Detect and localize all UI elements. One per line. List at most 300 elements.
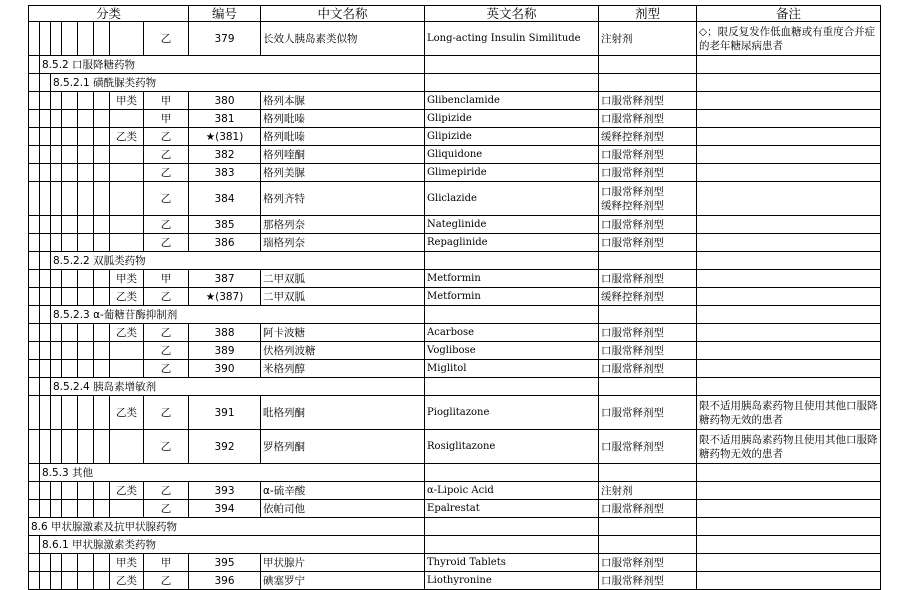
tree-cell [78, 110, 94, 128]
tree-cell [62, 22, 78, 56]
english-name-cell [425, 252, 599, 270]
dosage-form-line: 口服常释剂型 [601, 166, 665, 179]
drug-number: 383 [189, 164, 261, 182]
tree-cell [94, 182, 110, 216]
class-label [110, 430, 144, 464]
tree-cell [29, 324, 40, 342]
tree-cell [29, 164, 40, 182]
tree-cell [62, 482, 78, 500]
dosage-form-cell [599, 536, 697, 554]
tree-cell [29, 500, 40, 518]
tree-cell [62, 182, 78, 216]
tree-cell [40, 74, 51, 92]
tree-cell [29, 74, 40, 92]
tree-cell [29, 234, 40, 252]
drug-number: 390 [189, 360, 261, 378]
tree-cell [51, 342, 62, 360]
tree-cell [62, 288, 78, 306]
tree-cell [40, 324, 51, 342]
chinese-name: 甲状腺片 [261, 554, 425, 572]
class-label: 乙类 [110, 396, 144, 430]
drug-number: 396 [189, 572, 261, 590]
english-name: Acarbose [425, 324, 599, 342]
table-row [29, 146, 881, 164]
tree-cell [40, 252, 51, 270]
note-cell [697, 536, 881, 554]
tree-cell [62, 110, 78, 128]
dosage-form-line: 口服常释剂型 [601, 94, 665, 107]
tree-cell [51, 396, 62, 430]
dosage-form [599, 482, 697, 500]
grade-label: 乙 [144, 342, 189, 360]
note [697, 92, 881, 110]
tree-cell [29, 110, 40, 128]
grade-label: 乙 [144, 22, 189, 56]
tree-cell [29, 306, 40, 324]
dosage-form-cell [599, 518, 697, 536]
english-name: Thyroid Tablets [425, 554, 599, 572]
tree-cell [51, 360, 62, 378]
table-row [29, 182, 881, 216]
class-label: 乙类 [110, 128, 144, 146]
tree-cell [51, 270, 62, 288]
tree-cell [40, 396, 51, 430]
table-row [29, 22, 881, 56]
drug-number: 393 [189, 482, 261, 500]
note [697, 324, 881, 342]
tree-cell [62, 360, 78, 378]
tree-cell [29, 430, 40, 464]
tree-cell [40, 22, 51, 56]
tree-cell [51, 572, 62, 590]
tree-cell [62, 92, 78, 110]
header-english-name: 英文名称 [425, 6, 599, 22]
tree-cell [51, 500, 62, 518]
dosage-form [599, 554, 697, 572]
english-name: Gliquidone [425, 146, 599, 164]
drug-number: 389 [189, 342, 261, 360]
tree-cell [40, 216, 51, 234]
tree-cell [29, 92, 40, 110]
table-row [29, 396, 881, 430]
tree-cell [51, 164, 62, 182]
note [697, 482, 881, 500]
dosage-form-line: 口服常释剂型 [601, 556, 665, 569]
note: 限不适用胰岛素药物且使用其他口服降糖药物无效的患者 [697, 396, 881, 430]
class-label [110, 22, 144, 56]
tree-cell [51, 430, 62, 464]
note-cell [697, 306, 881, 324]
tree-cell [94, 572, 110, 590]
chinese-name: 吡格列酮 [261, 396, 425, 430]
tree-cell [78, 92, 94, 110]
drug-number: ★(387) [189, 288, 261, 306]
table-row [29, 164, 881, 182]
class-label: 甲类 [110, 92, 144, 110]
tree-cell [78, 500, 94, 518]
english-name: Glibenclamide [425, 92, 599, 110]
section-title: 8.5.2.2 双胍类药物 [51, 252, 425, 270]
section-row [29, 536, 881, 554]
tree-cell [94, 110, 110, 128]
dosage-form [599, 572, 697, 590]
table-row [29, 110, 881, 128]
tree-cell [78, 572, 94, 590]
english-name: Nateglinide [425, 216, 599, 234]
table-row [29, 288, 881, 306]
tree-cell [29, 554, 40, 572]
tree-cell [78, 216, 94, 234]
tree-cell [78, 234, 94, 252]
english-name-cell [425, 536, 599, 554]
class-label [110, 360, 144, 378]
table-body [29, 6, 881, 590]
tree-cell [51, 554, 62, 572]
chinese-name: 罗格列酮 [261, 430, 425, 464]
tree-cell [51, 92, 62, 110]
section-title: 8.5.2.4 胰岛素增敏剂 [51, 378, 425, 396]
table-row [29, 216, 881, 234]
english-name: Repaglinide [425, 234, 599, 252]
note [697, 128, 881, 146]
dosage-form-line: 缓释控释剂型 [601, 130, 665, 143]
class-label [110, 216, 144, 234]
english-name: Glipizide [425, 128, 599, 146]
chinese-name: α-硫辛酸 [261, 482, 425, 500]
english-name: Glimepiride [425, 164, 599, 182]
dosage-form-cell [599, 306, 697, 324]
dosage-form [599, 324, 697, 342]
dosage-form [599, 360, 697, 378]
tree-cell [40, 288, 51, 306]
chinese-name: 格列吡嗪 [261, 110, 425, 128]
tree-cell [29, 464, 40, 482]
tree-cell [94, 342, 110, 360]
section-row [29, 464, 881, 482]
grade-label: 甲 [144, 270, 189, 288]
tree-cell [78, 128, 94, 146]
header-category: 分类 [29, 6, 189, 22]
tree-cell [78, 324, 94, 342]
dosage-form-line: 口服常释剂型 [601, 218, 665, 231]
tree-cell [94, 324, 110, 342]
tree-cell [40, 342, 51, 360]
tree-cell [78, 360, 94, 378]
tree-cell [29, 22, 40, 56]
note-cell [697, 56, 881, 74]
note [697, 110, 881, 128]
dosage-form-line: 注射剂 [601, 32, 633, 45]
grade-label: 乙 [144, 430, 189, 464]
note [697, 360, 881, 378]
dosage-form [599, 128, 697, 146]
grade-label: 乙 [144, 182, 189, 216]
dosage-form [599, 216, 697, 234]
note [697, 500, 881, 518]
tree-cell [51, 482, 62, 500]
header-chinese-name: 中文名称 [261, 6, 425, 22]
drug-number: 391 [189, 396, 261, 430]
english-name-cell [425, 464, 599, 482]
tree-cell [62, 430, 78, 464]
class-label: 乙类 [110, 572, 144, 590]
tree-cell [40, 92, 51, 110]
tree-cell [29, 182, 40, 216]
class-label: 甲类 [110, 554, 144, 572]
english-name: Metformin [425, 288, 599, 306]
section-title: 8.6.1 甲状腺激素类药物 [40, 536, 425, 554]
english-name-cell [425, 306, 599, 324]
dosage-form-line: 口服常释剂型 [601, 148, 665, 161]
grade-label: 乙 [144, 128, 189, 146]
tree-cell [78, 342, 94, 360]
tree-cell [94, 396, 110, 430]
tree-cell [40, 270, 51, 288]
dosage-form-line: 注射剂 [601, 484, 633, 497]
note [697, 554, 881, 572]
dosage-form [599, 234, 697, 252]
header-note: 备注 [697, 6, 881, 22]
drug-number: 387 [189, 270, 261, 288]
chinese-name: 长效人胰岛素类似物 [261, 22, 425, 56]
dosage-form [599, 396, 697, 430]
tree-cell [62, 216, 78, 234]
chinese-name: 瑞格列奈 [261, 234, 425, 252]
dosage-form-line: 口服常释剂型 [601, 185, 665, 198]
tree-cell [51, 288, 62, 306]
tree-cell [94, 288, 110, 306]
class-label: 乙类 [110, 482, 144, 500]
tree-cell [40, 430, 51, 464]
tree-cell [94, 500, 110, 518]
table-row [29, 324, 881, 342]
english-name: α-Lipoic Acid [425, 482, 599, 500]
note-cell [697, 378, 881, 396]
section-title: 8.5.2.1 磺酰脲类药物 [51, 74, 425, 92]
tree-cell [51, 182, 62, 216]
dosage-form [599, 342, 697, 360]
tree-cell [62, 396, 78, 430]
section-title: 8.5.3 其他 [40, 464, 425, 482]
tree-cell [62, 146, 78, 164]
note-cell [697, 518, 881, 536]
tree-cell [51, 234, 62, 252]
note-cell [697, 74, 881, 92]
dosage-form-line: 缓释控释剂型 [601, 199, 665, 212]
dosage-form-line: 口服常释剂型 [601, 344, 665, 357]
header-dosage-form: 剂型 [599, 6, 697, 22]
tree-cell [29, 482, 40, 500]
table-row [29, 92, 881, 110]
tree-cell [29, 288, 40, 306]
grade-label: 乙 [144, 360, 189, 378]
dosage-form-line: 口服常释剂型 [601, 574, 665, 587]
dosage-form [599, 288, 697, 306]
dosage-form [599, 110, 697, 128]
tree-cell [40, 146, 51, 164]
tree-cell [94, 430, 110, 464]
chinese-name: 米格列醇 [261, 360, 425, 378]
grade-label: 乙 [144, 396, 189, 430]
table-row [29, 234, 881, 252]
section-title: 8.5.2 口服降糖药物 [40, 56, 425, 74]
tree-cell [62, 128, 78, 146]
tree-cell [62, 164, 78, 182]
english-name: Miglitol [425, 360, 599, 378]
tree-cell [29, 252, 40, 270]
note [697, 342, 881, 360]
table-row [29, 128, 881, 146]
tree-cell [78, 182, 94, 216]
english-name-cell [425, 56, 599, 74]
chinese-name: 格列喹酮 [261, 146, 425, 164]
dosage-form-line: 口服常释剂型 [601, 112, 665, 125]
tree-cell [78, 22, 94, 56]
chinese-name: 阿卡波糖 [261, 324, 425, 342]
grade-label: 乙 [144, 572, 189, 590]
chinese-name: 格列美脲 [261, 164, 425, 182]
tree-cell [29, 396, 40, 430]
dosage-form [599, 22, 697, 56]
note [697, 234, 881, 252]
dosage-form-cell [599, 252, 697, 270]
note-cell [697, 252, 881, 270]
dosage-form-line: 口服常释剂型 [601, 406, 665, 419]
tree-cell [94, 22, 110, 56]
tree-cell [40, 182, 51, 216]
table-row [29, 500, 881, 518]
tree-cell [94, 128, 110, 146]
tree-cell [51, 216, 62, 234]
table-row [29, 554, 881, 572]
tree-cell [29, 146, 40, 164]
grade-label: 甲 [144, 92, 189, 110]
drug-number: 386 [189, 234, 261, 252]
header-row [29, 6, 881, 22]
dosage-form-line: 口服常释剂型 [601, 236, 665, 249]
english-name: Epalrestat [425, 500, 599, 518]
tree-cell [62, 270, 78, 288]
class-label [110, 146, 144, 164]
class-label [110, 500, 144, 518]
dosage-form [599, 146, 697, 164]
tree-cell [40, 110, 51, 128]
class-label: 乙类 [110, 288, 144, 306]
tree-cell [40, 378, 51, 396]
tree-cell [40, 554, 51, 572]
dosage-form-line: 口服常释剂型 [601, 272, 665, 285]
tree-cell [94, 270, 110, 288]
english-name: Voglibose [425, 342, 599, 360]
dosage-form-cell [599, 464, 697, 482]
english-name-cell [425, 74, 599, 92]
header-number: 编号 [189, 6, 261, 22]
dosage-form [599, 92, 697, 110]
dosage-form [599, 270, 697, 288]
dosage-form-cell [599, 74, 697, 92]
tree-cell [40, 128, 51, 146]
english-name: Pioglitazone [425, 396, 599, 430]
grade-label: 乙 [144, 288, 189, 306]
tree-cell [94, 554, 110, 572]
grade-label: 甲 [144, 110, 189, 128]
tree-cell [40, 572, 51, 590]
table-row [29, 482, 881, 500]
english-name: Glipizide [425, 110, 599, 128]
english-name: Gliclazide [425, 182, 599, 216]
class-label: 甲类 [110, 270, 144, 288]
grade-label: 甲 [144, 554, 189, 572]
drug-number: 379 [189, 22, 261, 56]
english-name: Metformin [425, 270, 599, 288]
tree-cell [78, 396, 94, 430]
english-name-cell [425, 378, 599, 396]
tree-cell [40, 164, 51, 182]
class-label [110, 234, 144, 252]
drug-number: 385 [189, 216, 261, 234]
tree-cell [78, 146, 94, 164]
tree-cell [51, 22, 62, 56]
tree-cell [62, 554, 78, 572]
dosage-form-line: 口服常释剂型 [601, 362, 665, 375]
tree-cell [62, 342, 78, 360]
class-label [110, 182, 144, 216]
table-row [29, 572, 881, 590]
section-row [29, 74, 881, 92]
tree-cell [51, 324, 62, 342]
tree-cell [51, 146, 62, 164]
english-name-cell [425, 518, 599, 536]
tree-cell [78, 482, 94, 500]
grade-label: 乙 [144, 482, 189, 500]
section-row [29, 306, 881, 324]
english-name: Rosiglitazone [425, 430, 599, 464]
tree-cell [78, 554, 94, 572]
chinese-name: 格列本脲 [261, 92, 425, 110]
class-label: 乙类 [110, 324, 144, 342]
table-row [29, 270, 881, 288]
grade-label: 乙 [144, 216, 189, 234]
section-row [29, 518, 881, 536]
dosage-form [599, 164, 697, 182]
note-cell [697, 464, 881, 482]
tree-cell [62, 234, 78, 252]
tree-cell [29, 536, 40, 554]
tree-cell [40, 360, 51, 378]
tree-cell [29, 270, 40, 288]
tree-cell [62, 500, 78, 518]
drug-number: 382 [189, 146, 261, 164]
drug-catalog-table [28, 5, 881, 590]
drug-number: 380 [189, 92, 261, 110]
note [697, 164, 881, 182]
class-label [110, 110, 144, 128]
note [697, 216, 881, 234]
table-row [29, 342, 881, 360]
tree-cell [29, 378, 40, 396]
drug-number: ★(381) [189, 128, 261, 146]
tree-cell [51, 128, 62, 146]
dosage-form [599, 500, 697, 518]
tree-cell [94, 164, 110, 182]
tree-cell [94, 146, 110, 164]
tree-cell [94, 482, 110, 500]
section-row [29, 56, 881, 74]
grade-label: 乙 [144, 146, 189, 164]
drug-number: 381 [189, 110, 261, 128]
chinese-name: 二甲双胍 [261, 270, 425, 288]
tree-cell [78, 288, 94, 306]
